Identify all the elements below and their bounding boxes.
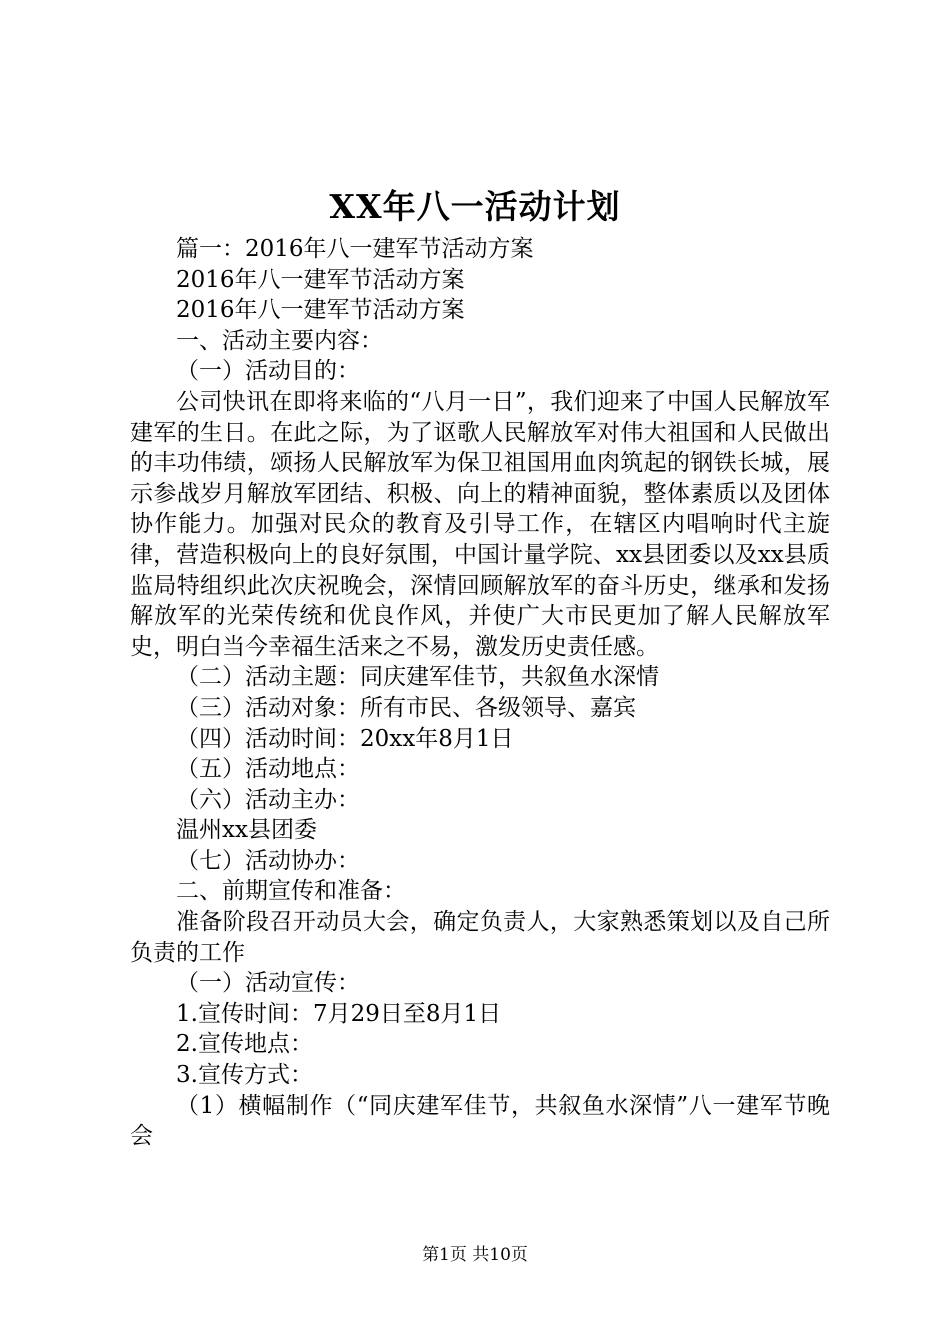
- text-line: 篇一：2016年八一建军节活动方案: [176, 236, 534, 262]
- page-footer: 第1页 共10页: [422, 1245, 528, 1265]
- text-line: 2016年八一建军节活动方案: [176, 297, 465, 324]
- text-line: 1.宣传时间：7月29日至8月1日: [176, 1000, 502, 1027]
- text-line: （五）活动地点：: [176, 756, 360, 783]
- subsection-heading: （一）活动目的：: [176, 358, 360, 385]
- text-line: 2.宣传地点：: [176, 1031, 313, 1058]
- paragraph-banner: （1）横幅制作（“同庆建军佳节，共叙鱼水深情”八一建军节晚会: [130, 1092, 830, 1150]
- document-body: [130, 234, 830, 1152]
- section-heading: 二、前期宣传和准备：: [176, 878, 406, 905]
- text-line: （二）活动主题：同庆建军佳节，共叙鱼水深情: [176, 664, 659, 691]
- text-line: 2016年八一建军节活动方案: [176, 266, 465, 293]
- document-title: XX年八一活动计划: [329, 187, 621, 226]
- organizer-line: 温州xx县团委: [176, 817, 317, 844]
- text-line: （三）活动对象：所有市民、各级领导、嘉宾: [176, 694, 636, 721]
- text-line: （四）活动时间：20xx年8月1日: [176, 725, 514, 752]
- text-line: 3.宣传方式：: [176, 1062, 313, 1089]
- section-heading: 一、活动主要内容：: [176, 327, 383, 354]
- paragraph-purpose: 公司快讯在即将来临的“八月一日”，我们迎来了中国人民解放军建军的生日。在此之际，为了讴歌人民解放军对伟大祖国和人民做出的丰功伟绩，颂扬人民解放军为保卫祖国用血肉筑起的钢铁长城，展示参战岁月解放军团结、积极、向上的精神面貌，整体素质以及团体协作能力。加强对民众的教育及引导工作，在辖区内唱响时代主旋律，营造积极向上的良好氛围，中国计量学院、xx县团委以及xx县质监局特组织此次庆祝晚会，深情回顾解放军的奋斗历史，继承和发扬解放军的光荣传统和优良作风，并使广大市民更加了解人民解放军史，明白当今幸福生活来之不易，激发历史责任感。: [130, 388, 830, 660]
- paragraph-preparation: 准备阶段召开动员大会，确定负责人，大家熟悉策划以及自己所负责的工作: [130, 909, 830, 966]
- text-line: （七）活动协办：: [176, 847, 360, 874]
- text-line: （六）活动主办：: [176, 786, 360, 813]
- subsection-heading: （一）活动宣传：: [176, 970, 360, 997]
